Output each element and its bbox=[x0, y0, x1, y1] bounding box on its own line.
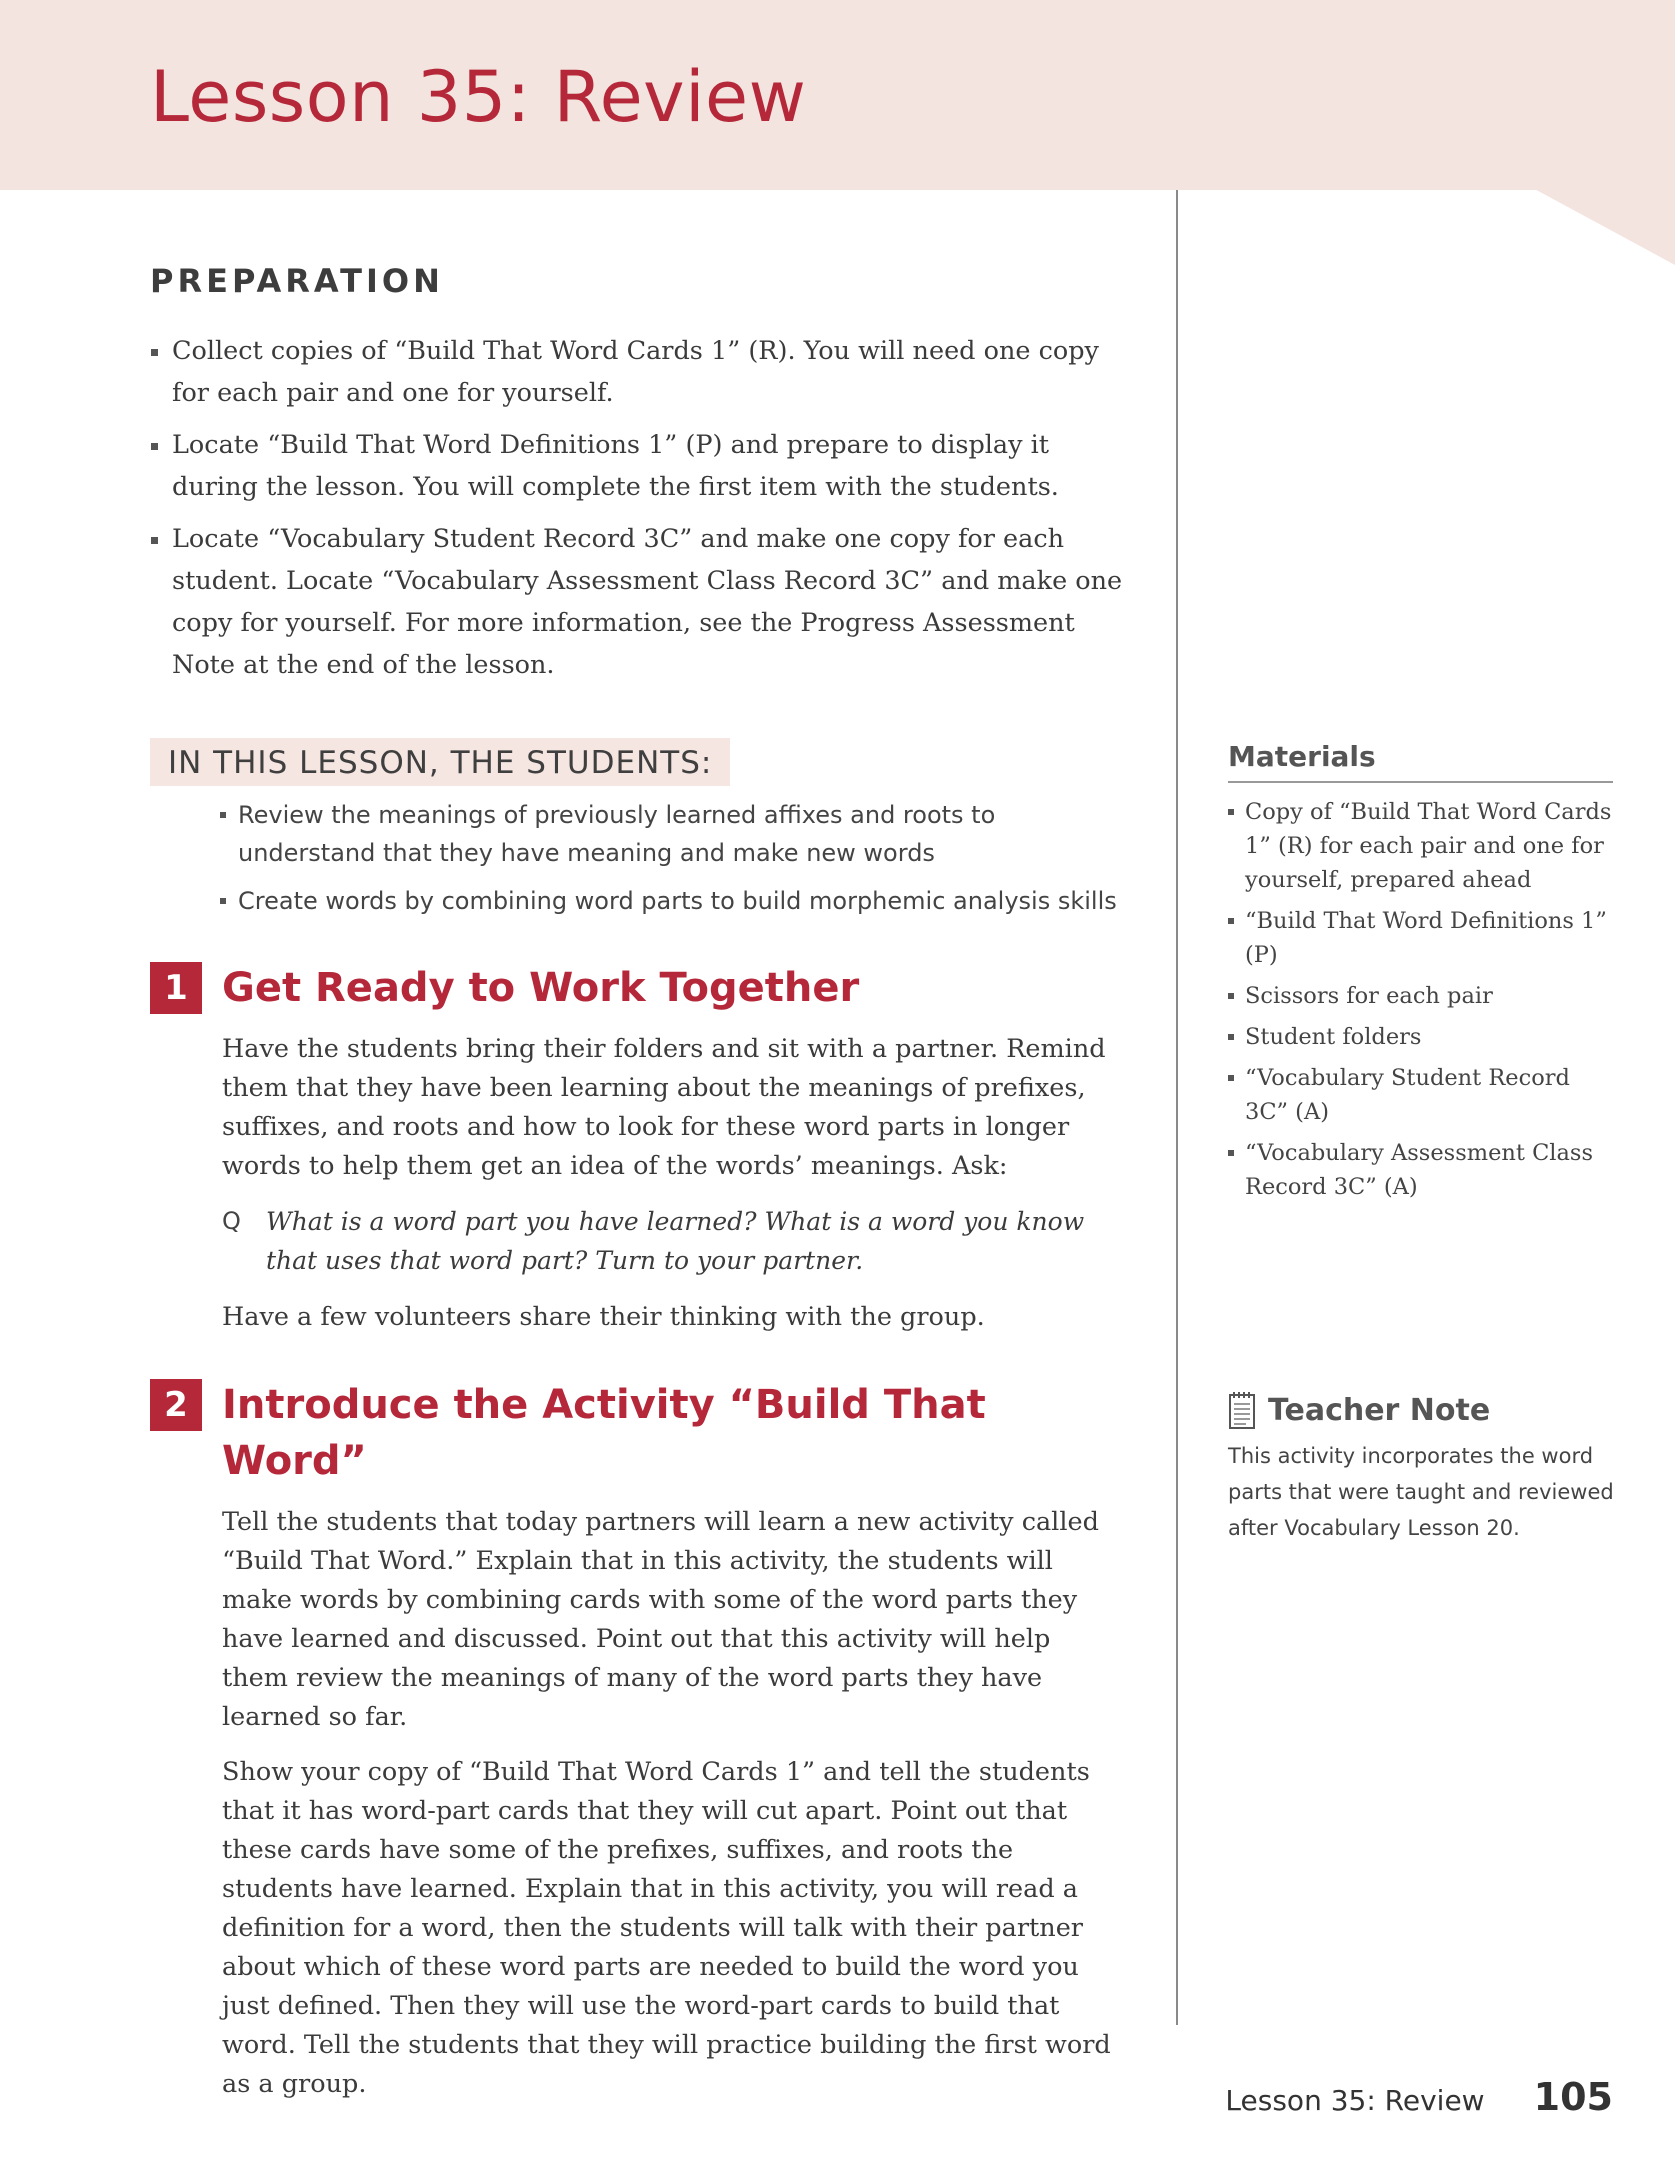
materials-item: “Vocabulary Assessment Class Record 3C” (A) bbox=[1228, 1136, 1613, 1204]
teacher-note bbox=[1228, 1390, 1628, 1546]
materials-item: Copy of “Build That Word Cards 1” (R) for each pair and one for yourself, prepared ahead bbox=[1228, 795, 1613, 897]
students-heading: IN THIS LESSON, THE STUDENTS: bbox=[150, 738, 730, 786]
materials-list bbox=[1228, 795, 1613, 1204]
teacher-note-title: Teacher Note bbox=[1268, 1392, 1491, 1428]
preparation-item: Collect copies of “Build That Word Cards 1” (R). You will need one copy for each pair and one for yourself. bbox=[150, 330, 1140, 414]
main-column bbox=[150, 262, 1140, 2120]
materials-sidebar bbox=[1228, 740, 1613, 1211]
preparation-list bbox=[150, 330, 1140, 686]
preparation-item: Locate “Build That Word Definitions 1” (P) and prepare to display it during the lesson. You will complete the first item with the students. bbox=[150, 424, 1140, 508]
section-paragraph: Have a few volunteers share their thinking with the group. bbox=[222, 1302, 985, 1332]
page-footer bbox=[1225, 2075, 1613, 2119]
column-divider bbox=[1176, 190, 1178, 2025]
section-paragraph: Show your copy of “Build That Word Cards 1” and tell the students that it has word-part cards that they will cut apart. Point out that these cards have some of the prefixes, suffixes, and roots the students have learned. Explain that in this activity, you will read a definition for a word, then the students will talk with their partner about which of these word parts are needed to build the word you just defined. Then they will use the word-part cards to build that word. Tell the students that they will practice building the first word as a group. bbox=[222, 1757, 1111, 2099]
students-item: Create words by combining word parts to build morphemic analysis skills bbox=[220, 882, 1118, 920]
notepad-icon bbox=[1228, 1390, 1258, 1430]
materials-heading: Materials bbox=[1228, 740, 1613, 783]
question-label: Q bbox=[222, 1207, 241, 1235]
materials-item: Scissors for each pair bbox=[1228, 979, 1613, 1013]
footer-lesson-label: Lesson 35: Review bbox=[1225, 2084, 1485, 2117]
section-number: 1 bbox=[150, 962, 202, 1014]
page-title: Lesson 35: Review bbox=[150, 56, 807, 138]
section-paragraph: Tell the students that today partners will learn a new activity called “Build That Word.” Explain that in this activity, the students will make words by combining cards with some of the word parts they have learned and discussed. Point out that this activity will help them review the meanings of many of the word parts they have learned so far. bbox=[222, 1507, 1099, 1732]
students-item: Review the meanings of previously learned affixes and roots to understand that they have meaning and make new words bbox=[220, 796, 1118, 872]
students-list bbox=[220, 796, 1140, 920]
question-text: What is a word part you have learned? What is a word you know that uses that word part? Turn to your partner. bbox=[266, 1207, 1085, 1275]
materials-item: Student folders bbox=[1228, 1020, 1613, 1054]
section-number: 2 bbox=[150, 1379, 202, 1431]
page-number: 105 bbox=[1533, 2075, 1613, 2119]
materials-item: “Build That Word Definitions 1” (P) bbox=[1228, 904, 1613, 972]
section-title: Introduce the Activity “Build That Word” bbox=[222, 1382, 986, 1484]
materials-item: “Vocabulary Student Record 3C” (A) bbox=[1228, 1061, 1613, 1129]
preparation-heading: PREPARATION bbox=[150, 262, 444, 300]
teacher-note-header bbox=[1228, 1390, 1628, 1430]
section-paragraph: Have the students bring their folders and sit with a partner. Remind them that they have been learning about the meanings of prefixes, suffixes, and roots and how to look for these word parts in longer words to help them get an idea of the words’ meanings. Ask: bbox=[222, 1034, 1106, 1181]
section-get-ready bbox=[150, 960, 1140, 1337]
teacher-note-body: This activity incorporates the word parts that were taught and reviewed after Vocabulary Lesson 20. bbox=[1228, 1444, 1614, 1540]
section-title: Get Ready to Work Together bbox=[222, 965, 860, 1011]
section-introduce-activity bbox=[150, 1377, 1140, 2104]
header-banner-tab bbox=[1180, 190, 1675, 265]
discussion-question bbox=[222, 1202, 1136, 1280]
preparation-item: Locate “Vocabulary Student Record 3C” and make one copy for each student. Locate “Vocabulary Assessment Class Record 3C” and make one copy for yourself. For more information, see the Progress Assessment Note at the end of the lesson. bbox=[150, 518, 1140, 686]
